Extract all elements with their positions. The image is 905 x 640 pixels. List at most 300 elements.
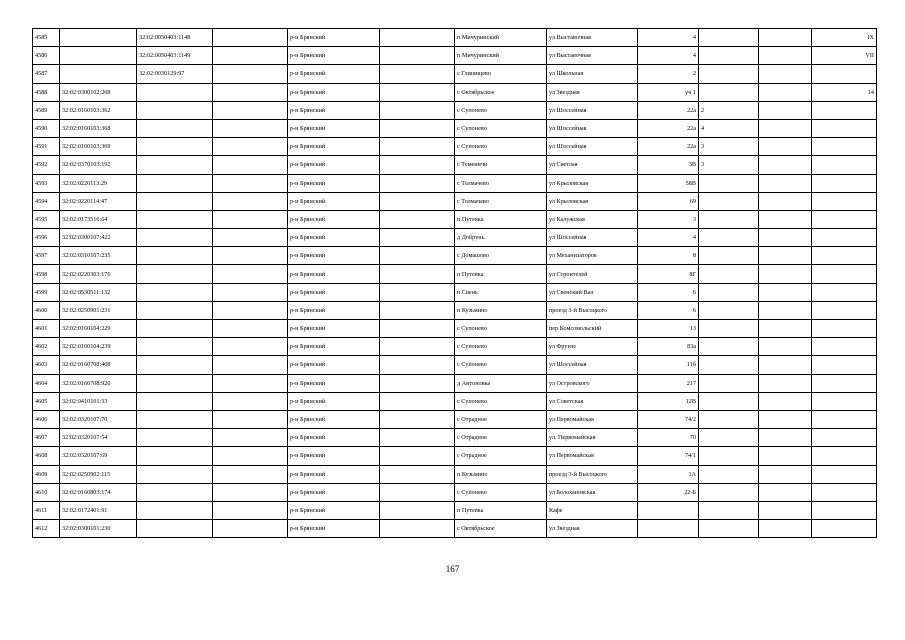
empty-cell xyxy=(213,465,288,483)
empty-cell xyxy=(213,410,288,428)
empty-cell xyxy=(213,101,288,119)
empty-cell xyxy=(380,119,455,137)
settlement-cell: с Супонево xyxy=(455,483,547,501)
cadastral-number-2-cell xyxy=(137,210,213,228)
cadastral-number-cell: 32:02:0172401:91 xyxy=(60,501,137,519)
region-cell: р-н Брянский xyxy=(288,429,380,447)
table-row xyxy=(33,119,877,137)
empty-cell xyxy=(759,320,812,338)
apartment-cell xyxy=(699,356,759,374)
extra-cell xyxy=(812,301,877,319)
table-row xyxy=(33,29,877,47)
empty-cell xyxy=(759,301,812,319)
house-number-cell: 74/2 xyxy=(638,410,699,428)
empty-cell xyxy=(380,101,455,119)
street-cell: ул Шоссейная xyxy=(547,119,638,137)
settlement-cell: п Мичуринский xyxy=(455,47,547,65)
cadastral-number-cell: 32:02:0300101:230 xyxy=(60,520,137,538)
empty-cell xyxy=(759,465,812,483)
cadastral-number-2-cell xyxy=(137,338,213,356)
house-number-cell: 8Г xyxy=(638,265,699,283)
cadastral-number-2-cell xyxy=(137,101,213,119)
table-row xyxy=(33,192,877,210)
empty-cell xyxy=(213,265,288,283)
empty-cell xyxy=(380,265,455,283)
street-cell: ул Строителей xyxy=(547,265,638,283)
extra-cell xyxy=(812,265,877,283)
table-row xyxy=(33,83,877,101)
row-number-cell: 4590 xyxy=(33,119,60,137)
region-cell: р-н Брянский xyxy=(288,138,380,156)
extra-cell xyxy=(812,138,877,156)
house-number-cell: 83а xyxy=(638,338,699,356)
settlement-cell: с Супонево xyxy=(455,338,547,356)
street-cell: ул Механизаторов xyxy=(547,247,638,265)
extra-cell xyxy=(812,410,877,428)
row-number-cell: 4589 xyxy=(33,101,60,119)
empty-cell xyxy=(213,47,288,65)
table-row xyxy=(33,338,877,356)
apartment-cell: 2 xyxy=(699,101,759,119)
apartment-cell xyxy=(699,392,759,410)
empty-cell xyxy=(380,301,455,319)
settlement-cell: с Отрадное xyxy=(455,447,547,465)
extra-cell xyxy=(812,392,877,410)
region-cell: р-н Брянский xyxy=(288,156,380,174)
settlement-cell: с Октябрьское xyxy=(455,83,547,101)
street-cell: ул Школьная xyxy=(547,65,638,83)
cadastral-number-cell xyxy=(60,47,137,65)
row-number-cell: 4612 xyxy=(33,520,60,538)
extra-cell xyxy=(812,320,877,338)
empty-cell xyxy=(213,374,288,392)
table-row xyxy=(33,447,877,465)
cadastral-number-2-cell xyxy=(137,356,213,374)
table-row xyxy=(33,210,877,228)
cadastral-number-cell: 32:02:0300107:422 xyxy=(60,229,137,247)
extra-cell xyxy=(812,501,877,519)
empty-cell xyxy=(213,65,288,83)
empty-cell xyxy=(380,410,455,428)
region-cell: р-н Брянский xyxy=(288,265,380,283)
region-cell: р-н Брянский xyxy=(288,465,380,483)
extra-cell xyxy=(812,156,877,174)
region-cell: р-н Брянский xyxy=(288,229,380,247)
extra-cell xyxy=(812,447,877,465)
cadastral-number-cell xyxy=(60,29,137,47)
settlement-cell: п Путевка xyxy=(455,501,547,519)
settlement-cell: с Октябрьское xyxy=(455,520,547,538)
cadastral-number-2-cell xyxy=(137,229,213,247)
empty-cell xyxy=(759,119,812,137)
empty-cell xyxy=(380,247,455,265)
row-number-cell: 4606 xyxy=(33,410,60,428)
cadastral-number-2-cell xyxy=(137,174,213,192)
cadastral-number-cell: 32:02:0320107:69 xyxy=(60,447,137,465)
house-number-cell: 6 xyxy=(638,301,699,319)
settlement-cell: с Толмачево xyxy=(455,174,547,192)
registry-table xyxy=(32,28,877,538)
region-cell: р-н Брянский xyxy=(288,501,380,519)
extra-cell xyxy=(812,101,877,119)
street-cell: Кафе xyxy=(547,501,638,519)
cadastral-number-cell: 32:02:0410101:33 xyxy=(60,392,137,410)
house-number-cell: 8 xyxy=(638,247,699,265)
cadastral-number-2-cell xyxy=(137,483,213,501)
house-number-cell: 13 xyxy=(638,320,699,338)
table-row xyxy=(33,65,877,83)
empty-cell xyxy=(759,247,812,265)
empty-cell xyxy=(380,210,455,228)
empty-cell xyxy=(759,483,812,501)
house-number-cell: 1А xyxy=(638,465,699,483)
apartment-cell xyxy=(699,301,759,319)
settlement-cell: п Свень xyxy=(455,283,547,301)
empty-cell xyxy=(380,338,455,356)
empty-cell xyxy=(759,138,812,156)
cadastral-number-2-cell: 32:02:0050403:1149 xyxy=(137,47,213,65)
cadastral-number-cell: 32:02:0370103:192 xyxy=(60,156,137,174)
region-cell: р-н Брянский xyxy=(288,174,380,192)
apartment-cell: 3 xyxy=(699,156,759,174)
empty-cell xyxy=(380,65,455,83)
street-cell: ул Свенский Вал xyxy=(547,283,638,301)
cadastral-number-2-cell xyxy=(137,374,213,392)
empty-cell xyxy=(213,392,288,410)
house-number-cell xyxy=(638,501,699,519)
table-row xyxy=(33,320,877,338)
street-cell: ул Болохановская xyxy=(547,483,638,501)
house-number-cell: 74/1 xyxy=(638,447,699,465)
empty-cell xyxy=(759,101,812,119)
house-number-cell: уч 1 xyxy=(638,83,699,101)
settlement-cell: п Путевка xyxy=(455,210,547,228)
apartment-cell xyxy=(699,192,759,210)
region-cell: р-н Брянский xyxy=(288,192,380,210)
settlement-cell: п Кузьмино xyxy=(455,301,547,319)
settlement-cell: с Теменичи xyxy=(455,156,547,174)
extra-cell xyxy=(812,356,877,374)
apartment-cell xyxy=(699,320,759,338)
cadastral-number-cell: 32:02:0530511:132 xyxy=(60,283,137,301)
cadastral-number-2-cell xyxy=(137,192,213,210)
cadastral-number-2-cell xyxy=(137,465,213,483)
street-cell: ул Советская xyxy=(547,392,638,410)
house-number-cell: 217 xyxy=(638,374,699,392)
region-cell: р-н Брянский xyxy=(288,483,380,501)
region-cell: р-н Брянский xyxy=(288,283,380,301)
apartment-cell xyxy=(699,247,759,265)
cadastral-number-cell: 32:02:0160103:368 xyxy=(60,119,137,137)
empty-cell xyxy=(759,283,812,301)
apartment-cell: 4 xyxy=(699,119,759,137)
cadastral-number-cell: 32:02:0220113:29 xyxy=(60,174,137,192)
empty-cell xyxy=(759,229,812,247)
row-number-cell: 4610 xyxy=(33,483,60,501)
row-number-cell: 4605 xyxy=(33,392,60,410)
table-row xyxy=(33,501,877,519)
empty-cell xyxy=(380,520,455,538)
apartment-cell xyxy=(699,465,759,483)
empty-cell xyxy=(213,338,288,356)
settlement-cell: с Толмачево xyxy=(455,192,547,210)
cadastral-number-cell: 32:02:0250902:115 xyxy=(60,465,137,483)
empty-cell xyxy=(380,465,455,483)
street-cell: ул. Первомайская xyxy=(547,429,638,447)
empty-cell xyxy=(759,265,812,283)
apartment-cell xyxy=(699,374,759,392)
apartment-cell xyxy=(699,410,759,428)
region-cell: р-н Брянский xyxy=(288,119,380,137)
empty-cell xyxy=(759,410,812,428)
empty-cell xyxy=(380,47,455,65)
row-number-cell: 4586 xyxy=(33,47,60,65)
house-number-cell: 3 xyxy=(638,210,699,228)
house-number-cell: 2 xyxy=(638,65,699,83)
house-number-cell: 22а xyxy=(638,138,699,156)
extra-cell xyxy=(812,374,877,392)
empty-cell xyxy=(213,520,288,538)
empty-cell xyxy=(759,156,812,174)
empty-cell xyxy=(380,447,455,465)
street-cell: ул Калужская xyxy=(547,210,638,228)
house-number-cell xyxy=(638,520,699,538)
empty-cell xyxy=(213,83,288,101)
empty-cell xyxy=(759,338,812,356)
empty-cell xyxy=(380,356,455,374)
extra-cell xyxy=(812,247,877,265)
settlement-cell: с Супонево xyxy=(455,356,547,374)
row-number-cell: 4608 xyxy=(33,447,60,465)
table-row xyxy=(33,520,877,538)
cadastral-number-cell: 32:02:0300102:208 xyxy=(60,83,137,101)
street-cell: ул Звездная xyxy=(547,83,638,101)
apartment-cell xyxy=(699,65,759,83)
row-number-cell: 4598 xyxy=(33,265,60,283)
house-number-cell: 22а xyxy=(638,119,699,137)
apartment-cell xyxy=(699,83,759,101)
row-number-cell: 4585 xyxy=(33,29,60,47)
region-cell: р-н Брянский xyxy=(288,29,380,47)
apartment-cell xyxy=(699,338,759,356)
street-cell: проезд 3-й Высоцкого xyxy=(547,465,638,483)
region-cell: р-н Брянский xyxy=(288,101,380,119)
table-row xyxy=(33,392,877,410)
empty-cell xyxy=(759,356,812,374)
region-cell: р-н Брянский xyxy=(288,447,380,465)
empty-cell xyxy=(380,156,455,174)
row-number-cell: 4607 xyxy=(33,429,60,447)
settlement-cell: с Домашово xyxy=(455,247,547,265)
empty-cell xyxy=(759,429,812,447)
region-cell: р-н Брянский xyxy=(288,83,380,101)
street-cell: ул Фрунзе xyxy=(547,338,638,356)
table-row xyxy=(33,283,877,301)
empty-cell xyxy=(759,210,812,228)
cadastral-number-cell xyxy=(60,65,137,83)
street-cell: ул Шоссейная xyxy=(547,101,638,119)
settlement-cell: с Супонево xyxy=(455,392,547,410)
cadastral-number-2-cell xyxy=(137,410,213,428)
empty-cell xyxy=(380,138,455,156)
cadastral-number-2-cell xyxy=(137,83,213,101)
cadastral-number-cell: 32:02:0160103:362 xyxy=(60,101,137,119)
cadastral-number-cell: 32:02:0320107:70 xyxy=(60,410,137,428)
cadastral-number-cell: 32:02:0160803:174 xyxy=(60,483,137,501)
cadastral-number-2-cell xyxy=(137,501,213,519)
cadastral-number-cell: 32:02:0310107:235 xyxy=(60,247,137,265)
extra-cell xyxy=(812,119,877,137)
settlement-cell: с Супонево xyxy=(455,101,547,119)
house-number-cell: 58В xyxy=(638,174,699,192)
region-cell: р-н Брянский xyxy=(288,47,380,65)
cadastral-number-2-cell xyxy=(137,520,213,538)
cadastral-number-2-cell xyxy=(137,301,213,319)
apartment-cell xyxy=(699,47,759,65)
house-number-cell: 4 xyxy=(638,47,699,65)
house-number-cell: 3В xyxy=(638,156,699,174)
apartment-cell xyxy=(699,501,759,519)
settlement-cell: с Отрадное xyxy=(455,410,547,428)
region-cell: р-н Брянский xyxy=(288,320,380,338)
region-cell: р-н Брянский xyxy=(288,247,380,265)
empty-cell xyxy=(380,320,455,338)
empty-cell xyxy=(213,229,288,247)
empty-cell xyxy=(759,47,812,65)
settlement-cell: д Добрунь xyxy=(455,229,547,247)
row-number-cell: 4596 xyxy=(33,229,60,247)
region-cell: р-н Брянский xyxy=(288,65,380,83)
table-row xyxy=(33,465,877,483)
cadastral-number-2-cell xyxy=(137,119,213,137)
house-number-cell: 69 xyxy=(638,192,699,210)
cadastral-number-2-cell: 32:02:0030129:97 xyxy=(137,65,213,83)
settlement-cell: п Мичуринский xyxy=(455,29,547,47)
extra-cell xyxy=(812,483,877,501)
street-cell: ул Крыловская xyxy=(547,174,638,192)
region-cell: р-н Брянский xyxy=(288,374,380,392)
cadastral-number-2-cell xyxy=(137,156,213,174)
empty-cell xyxy=(213,119,288,137)
empty-cell xyxy=(380,483,455,501)
cadastral-number-cell: 32:02:0220303:176 xyxy=(60,265,137,283)
extra-cell xyxy=(812,520,877,538)
row-number-cell: 4604 xyxy=(33,374,60,392)
table-row xyxy=(33,47,877,65)
extra-cell: IX xyxy=(812,29,877,47)
street-cell: ул Светлая xyxy=(547,156,638,174)
region-cell: р-н Брянский xyxy=(288,520,380,538)
row-number-cell: 4587 xyxy=(33,65,60,83)
street-cell: ул Выставочная xyxy=(547,47,638,65)
apartment-cell xyxy=(699,447,759,465)
table-row xyxy=(33,265,877,283)
row-number-cell: 4592 xyxy=(33,156,60,174)
street-cell: ул Выставочная xyxy=(547,29,638,47)
region-cell: р-н Брянский xyxy=(288,356,380,374)
row-number-cell: 4594 xyxy=(33,192,60,210)
empty-cell xyxy=(380,501,455,519)
empty-cell xyxy=(213,483,288,501)
apartment-cell xyxy=(699,520,759,538)
empty-cell xyxy=(213,29,288,47)
extra-cell xyxy=(812,465,877,483)
street-cell: ул Шоссейная xyxy=(547,229,638,247)
table-row xyxy=(33,356,877,374)
table-row xyxy=(33,174,877,192)
apartment-cell xyxy=(699,283,759,301)
extra-cell xyxy=(812,429,877,447)
empty-cell xyxy=(213,501,288,519)
cadastral-number-2-cell xyxy=(137,320,213,338)
region-cell: р-н Брянский xyxy=(288,210,380,228)
house-number-cell: 70 xyxy=(638,429,699,447)
street-cell: ул Крыловская xyxy=(547,192,638,210)
empty-cell xyxy=(213,192,288,210)
empty-cell xyxy=(380,192,455,210)
empty-cell xyxy=(380,29,455,47)
cadastral-number-2-cell xyxy=(137,429,213,447)
apartment-cell xyxy=(699,210,759,228)
apartment-cell xyxy=(699,483,759,501)
apartment-cell xyxy=(699,29,759,47)
row-number-cell: 4595 xyxy=(33,210,60,228)
table-row xyxy=(33,156,877,174)
empty-cell xyxy=(213,447,288,465)
row-number-cell: 4611 xyxy=(33,501,60,519)
extra-cell: VII xyxy=(812,47,877,65)
cadastral-number-2-cell: 32:02:0050403:1148 xyxy=(137,29,213,47)
cadastral-number-2-cell xyxy=(137,138,213,156)
empty-cell xyxy=(759,501,812,519)
row-number-cell: 4588 xyxy=(33,83,60,101)
street-cell: ул Первомайская xyxy=(547,447,638,465)
row-number-cell: 4609 xyxy=(33,465,60,483)
table-row xyxy=(33,410,877,428)
empty-cell xyxy=(380,283,455,301)
settlement-cell: п Кузьмино xyxy=(455,465,547,483)
house-number-cell: 6 xyxy=(638,283,699,301)
row-number-cell: 4593 xyxy=(33,174,60,192)
extra-cell: 14 xyxy=(812,83,877,101)
cadastral-number-cell: 32:02:0160708:920 xyxy=(60,374,137,392)
apartment-cell xyxy=(699,265,759,283)
cadastral-number-cell: 32:02:0160708:408 xyxy=(60,356,137,374)
row-number-cell: 4603 xyxy=(33,356,60,374)
empty-cell xyxy=(380,392,455,410)
empty-cell xyxy=(213,210,288,228)
house-number-cell: 4 xyxy=(638,229,699,247)
extra-cell xyxy=(812,283,877,301)
empty-cell xyxy=(759,174,812,192)
apartment-cell xyxy=(699,174,759,192)
empty-cell xyxy=(213,301,288,319)
settlement-cell: п Путевка xyxy=(455,265,547,283)
empty-cell xyxy=(213,283,288,301)
empty-cell xyxy=(213,156,288,174)
apartment-cell xyxy=(699,429,759,447)
house-number-cell: 22а xyxy=(638,101,699,119)
empty-cell xyxy=(213,429,288,447)
empty-cell xyxy=(380,429,455,447)
empty-cell xyxy=(759,392,812,410)
page-number: 167 xyxy=(445,564,460,574)
settlement-cell: с Отрадное xyxy=(455,429,547,447)
empty-cell xyxy=(380,174,455,192)
apartment-cell: 3 xyxy=(699,138,759,156)
table-row xyxy=(33,101,877,119)
extra-cell xyxy=(812,210,877,228)
